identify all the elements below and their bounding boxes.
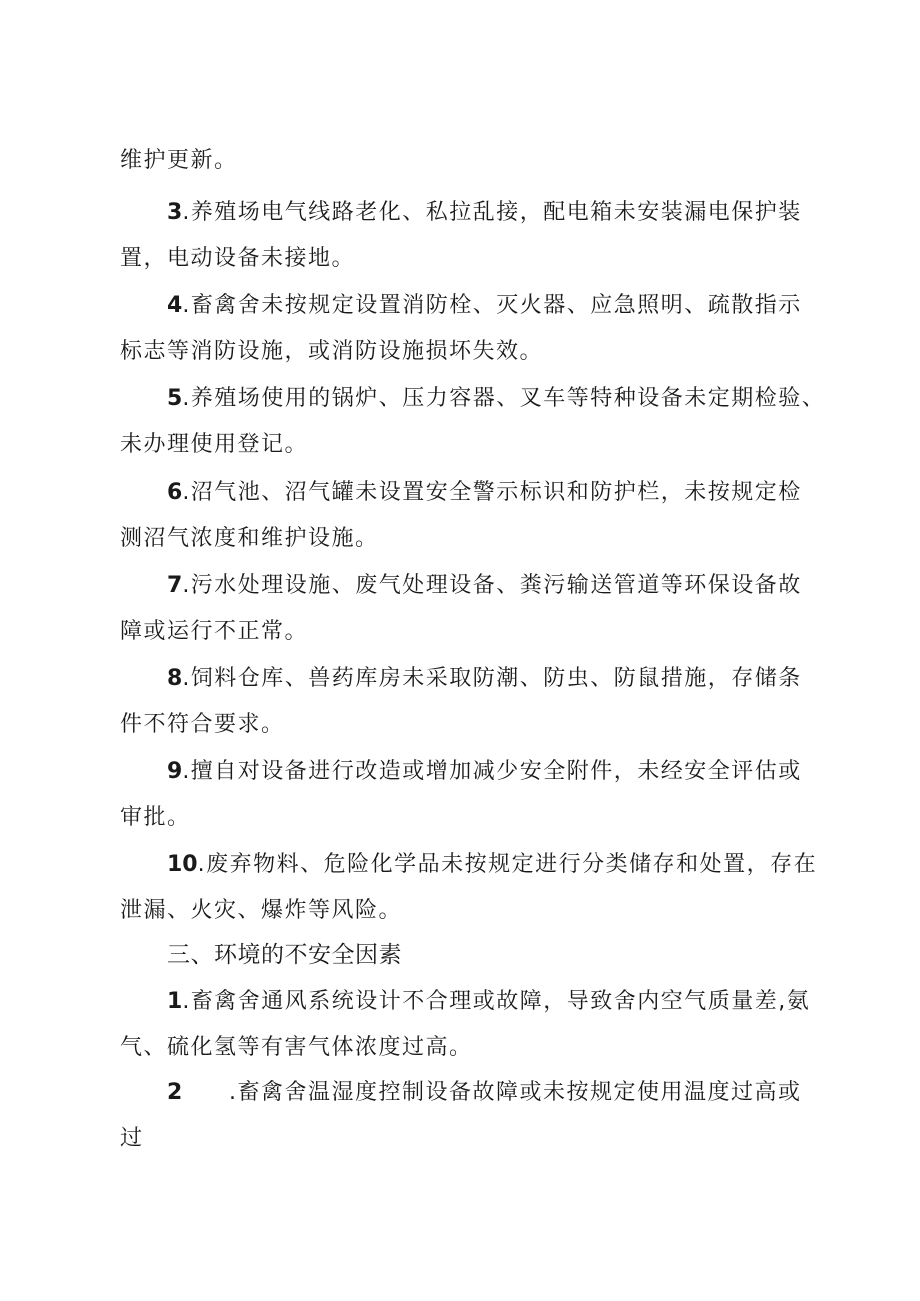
list-item-7 [167, 571, 802, 601]
line-text: .沼气池、沼气罐未设置安全警示标识和防护栏，未按规定检 [182, 480, 802, 505]
line-text: .擅自对设备进行改造或增加减少安全附件，未经安全评估或 [182, 759, 802, 784]
paragraph-line [120, 710, 285, 740]
list-item-10 [167, 850, 817, 880]
line-text: .饲料仓库、兽药库房未采取防潮、防虫、防鼠措施，存储条 [182, 666, 802, 691]
item-number: 8 [167, 666, 183, 691]
line-text: 泄漏、火灾、爆炸等风险。 [120, 898, 403, 923]
item-number: 2 [167, 1080, 183, 1105]
paragraph-line [120, 146, 238, 176]
line-text: 审批。 [120, 805, 191, 830]
item-number: 7 [167, 573, 183, 598]
paragraph-line [120, 896, 402, 926]
line-text: 测沼气浓度和维护设施。 [120, 526, 379, 551]
item-number: 10 [167, 852, 198, 877]
item-number: 4 [167, 293, 183, 318]
paragraph-line [120, 1033, 473, 1063]
item-number: 5 [167, 386, 183, 411]
section-heading: 三、环境的不安全因素 [167, 942, 402, 968]
item-number: 6 [167, 480, 183, 505]
line-text: 标志等消防设施，或消防设施损坏失效。 [120, 339, 544, 364]
line-text: 未办理使用登记。 [120, 432, 309, 457]
list-item-2 [167, 1078, 802, 1108]
list-item-3 [167, 198, 802, 228]
line-text: .畜禽舍通风系统设计不合理或故障，导致舍内空气质量差,氨 [182, 989, 811, 1014]
list-item-4 [167, 291, 802, 321]
line-text: 过 [120, 1126, 144, 1151]
list-item-8 [167, 664, 802, 694]
list-item-1 [167, 987, 810, 1017]
paragraph-line [120, 524, 379, 554]
line-text: .污水处理设施、废气处理设备、粪污输送管道等环保设备故 [182, 573, 802, 598]
line-text: 置，电动设备未接地。 [120, 246, 356, 271]
list-item-5 [167, 384, 825, 414]
paragraph-line [120, 1124, 144, 1154]
line-text: .畜禽舍未按规定设置消防栓、灭火器、应急照明、疏散指示 [182, 293, 802, 318]
paragraph-line [120, 337, 543, 367]
item-number: 1 [167, 989, 183, 1014]
paragraph-line [120, 430, 308, 460]
line-text: 维护更新。 [120, 148, 238, 173]
list-item-9 [167, 757, 802, 787]
paragraph-line [120, 803, 191, 833]
line-text: 件不符合要求。 [120, 712, 285, 737]
line-text: .养殖场电气线路老化、私拉乱接，配电箱未安装漏电保护装 [182, 200, 802, 225]
line-text: .畜禽舍温湿度控制设备故障或未按规定使用温度过高或 [229, 1080, 802, 1105]
line-text: 障或运行不正常。 [120, 619, 309, 644]
paragraph-line [120, 244, 355, 274]
item-number: 9 [167, 759, 183, 784]
line-text: .养殖场使用的锅炉、压力容器、叉车等特种设备未定期检验、 [182, 386, 826, 411]
item-number: 3 [167, 200, 183, 225]
paragraph-line [120, 617, 308, 647]
line-text: 气、硫化氢等有害气体浓度过高。 [120, 1035, 473, 1060]
line-text: .废弃物料、危险化学品未按规定进行分类储存和处置，存在 [197, 852, 818, 877]
list-item-6 [167, 478, 802, 508]
